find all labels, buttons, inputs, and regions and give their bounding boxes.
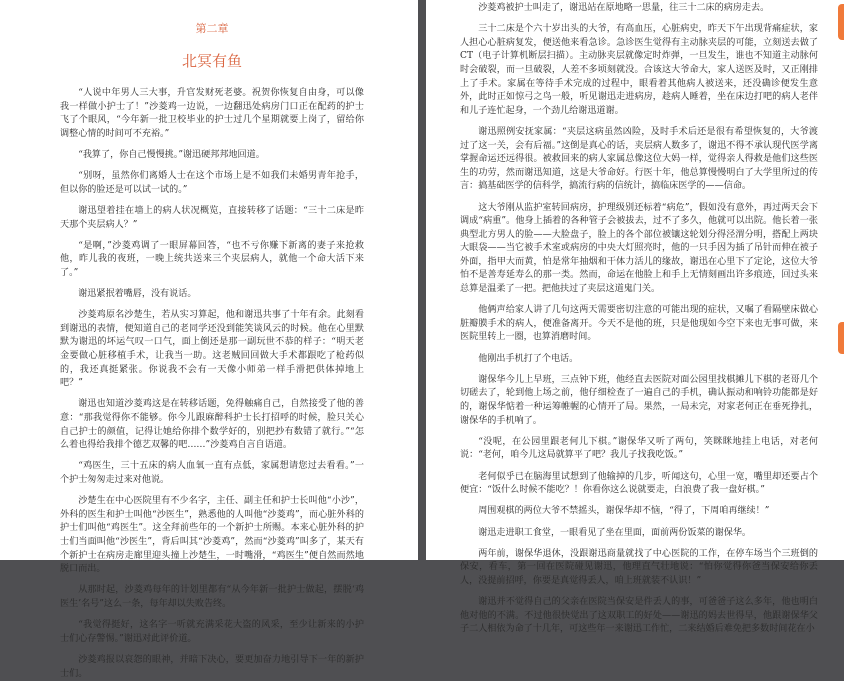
paragraph: “是啊，”沙菱鸡调了一眼屏幕回答，“也不亏你赚下新离的妻子来抢救他，昨儿我的夜班，一晚上统共送来三个夹层病人，就他一个命大活下来了。”: [60, 240, 364, 278]
paragraph: 三十二床是个六十岁出头的大爷，有高血压，心脏病史，昨天下午出现背痛症状，家人担心心脏病复发，便送他来看急诊。急诊医生觉得有主动脉夹层的可能，立刻送去做了CT（电子计算机断层扫描）。主动脉夹层就像定时炸弹，一旦发生，谁也不知道主动脉何时会破裂，而一旦破裂，人差不多顷刻就没。合该这大爷命大，家人送医及时，又正刚排上了手术。家属在等待手术完成的过程中，眼看着其他病人被送来，还没确诊便发生意外，此时正如惊弓之鸟一般，听见谢迅走进病房，趁病人睡着，坐在床边打吧的病人老伴和儿子连忙起身，一个劲儿给谢迅道谢。: [460, 24, 818, 116]
left-page: [0, 0, 418, 679]
paragraph: 老何似乎已在脑海里试想到了他输掉的几步，听闻这句，心里一宽，嘴里却还要占个便宜：“饭什么时候不能吃？！你看你这么说就要走，白浪费了我一盘好棋。”: [460, 471, 818, 496]
paragraph: “别呀，虽然你们离婚人士在这个市场上是不如我们未婚男青年抢手，但以你的脸还是可以试一试的。”: [60, 171, 364, 195]
right-page-content: [426, 0, 844, 635]
chapter-number: 第二章: [195, 22, 229, 35]
paragraph: “鸡医生，三十五床的病人血氧一直有点低，家属想请您过去看看。”一个护士匆匆走过来对他说。: [60, 461, 364, 485]
paragraph: 谢迅走进职工食堂，一眼看见了坐在里面，面前两份饭菜的谢保华。: [478, 527, 752, 538]
sidebar-toggle-tab[interactable]: [838, 4, 844, 40]
paragraph: 周围观棋的两位大爷不禁摇头，谢保华却不恼，“得了，下周咱再继续！”: [478, 506, 770, 517]
paragraph: 沙菱鸡被护士叫走了，谢迅站在原地略一思量，往三十二床的病房走去。: [478, 3, 770, 13]
paragraph: 他刚出手机打了个电话。: [478, 353, 579, 364]
paragraph: “我算了，你自己慢慢挑。”谢迅硬邦邦地回道。: [78, 149, 265, 160]
paragraph: “我觉得挺好，这名字一听就充满采花大盗的风采，至少让新来的小护士们心存警惕。”谢迅对此评价道。: [60, 620, 364, 644]
paragraph: 从那时起，沙菱鸡每年的计划里都有“从今年新一批护士做起，摆脱‘鸡医生’名号”这么一条，每年却以失败告终。: [60, 585, 364, 609]
paragraph: 谢迅并不觉得自己的父亲在医院当保安是件丢人的事，可爸爸子这么多年，他也明白他对他的不满。不过他很快觉出了这双职工的好处——谢迅的妈去世得早，他跟谢保华父子二人相依为命了十几年，可这些年一来谢迅工作忙，二来结婚后难免把多数时间花在小: [460, 597, 818, 635]
paragraph: 谢迅也知道沙菱鸡这是在转移话题，免得触痛自己，自然接受了他的善意：“那我觉得你不能够。你今儿跟麻醉科护士长打招呼的时候，脸只关心自己护士的颜值，记得让她给你排个数学好的，别把抄有数错了就行。”“怎么着也得给我排个德艺双馨的吧……”沙菱鸡自言自语道。: [60, 399, 364, 451]
right-page: [426, 0, 844, 635]
paragraph: 沙菱鸡报以哀怨的眼神，并暗下决心，要更加奋力地引导下一年的新护士们。: [60, 654, 364, 679]
paragraph: 这大爷刚从监护室转回病房，护理级别还标着“病危”，假如没有意外，再过两天会下调成“病重”。他身上插着的各种管子会被拔去，过不了多久，他就可以出院。他长着一张典型北方男人的脸——大脸盘子，脸上的各个部位被镶这轮划分得泾渭分明，搭配上两块大眼袋——当它被手术室或病房的中央大灯照亮时，他的一只手因为插了吊针而伸在被子外面，指甲大而黄，怕是常年抽烟和干体力活儿的缘故，谢迅在心里下了定论，这位大爷怕不是善寿延寿么的那一类。然而，命运在他脸上和手上无情刻画出许多痕迹，回过头来总算是温柔了一把。把他扶过了夹层这道鬼门关。: [460, 202, 818, 295]
paragraph: “没呢，在公园里跟老何儿下棋。”谢保华又听了两句，笑眯眯地挂上电话，对老何说：“老何，咱今儿这局就算平了吧？我儿子找我吃饭。”: [460, 436, 818, 461]
chapter-title: 北冥有鱼: [181, 52, 242, 70]
notes-toggle-tab[interactable]: [838, 322, 844, 354]
paragraph: 沙楚生在中心医院里有不少名字，主任、副主任和护士长叫他“小沙”，外科的医生和护士叫他“沙医生”，熟悉他的人叫他“沙菱鸡”，而心脏外科的护士们叫他“鸡医生”。这全拜前些年的一个新护士所赐。本来心脏外科的护士们当面叫他“沙医生”，背后叫其“沙菱鸡”，然而“沙菱鸡”叫多了，某天有个新护士在病房走廊里迎头撞上沙楚生，一时嘴滑，“鸡医生”便自然而然地脱口而出。: [60, 496, 364, 575]
paragraph: 谢迅紧抿着嘴唇，没有说话。: [78, 289, 197, 300]
left-page-content: [0, 0, 418, 679]
paragraph: 谢迅望着挂在墙上的病人状况概览，直接转移了话题：“三十二床是昨天那个夹层病人？”: [60, 205, 364, 230]
paragraph: 沙菱鸡原名沙楚生，若从实习算起，他和谢迅共事了十年有余。此刻看到谢迅的表情，便知道自己的老同学还没到能笑谈风云的时候。他在心里默默为谢迅的坏运气叹一口气，面上倒还是那一副玩世不恭的样子：“明天老金要做心脏移植手术，让我当一助。这老贼回回做大手术都跟吃了枪药似的，我还真挺紧张。你说我不会有一天像小师弟一样手滑把供体掉地上吧？”: [60, 310, 364, 389]
paragraph: 两年前，谢保华退休，没跟谢迅商量就找了中心医院的工作，在停车场当个三班倒的保安，看车，第一回在医院碰见谢迅，他理直气壮地说：“怕你觉得你爸当保安给你丢人，没提前招呼，你要是真觉得丢人，咱上班就装不认识！”: [460, 548, 818, 586]
paragraph: 谢迅照例安抚家属：“夹层这病虽然凶险，及时手术后还是很有希望恢复的，大爷渡过了这一关，会有后福。”这倒是真心的话，夹层病人数多了，谢迅不得不承认现代医学离掌握命运还远得很。被救回来的病人家属总像这位大妈一样，觉得亲人得救是他们这些医生的功劳，然而谢迅知道，这是大爷命好。行医十年，他总算慢慢明白了大学里所过的传言：搞基础医学的信科学，搞流行病的信统计，搞临床医学的——信命。: [460, 126, 818, 192]
paragraph: “人说中年男人三大事，升官发财死老婆。祝贺你恢复自由身，可以像我一样做小护士了！”沙菱鸡一边说，一边翻迅处病房门口正在配药的护士飞了个眼风，“今年新一批卫校毕业的护士过几个星期就要上岗了，留给你调整心情的时间可不充裕。”: [60, 88, 364, 139]
paragraph: 谢保华今儿上早班，三点钟下班，他经直去医院对面公园里找棋摊儿下棋的老哥几个切磋去了，轮到他上场之前，他仔细检查了一遍自己的手机，确认振动和响铃功能都是好的，谢保华惦着一种运筹帷幄的心情开了局。果然，一局未完，对家老何正在垂死挣扎，谢保华的手机响了。: [460, 374, 818, 426]
paragraph: 他俩声给家人讲了几句这两天需要密切注意的可能出现的症状，又嘱了看隔壁床做心脏瓣膜手术的病人，便准备离开。今天不是他的班，只是他现如今空下来也无事可做，来医院里转上一圈，也算消磨时间。: [460, 305, 818, 343]
